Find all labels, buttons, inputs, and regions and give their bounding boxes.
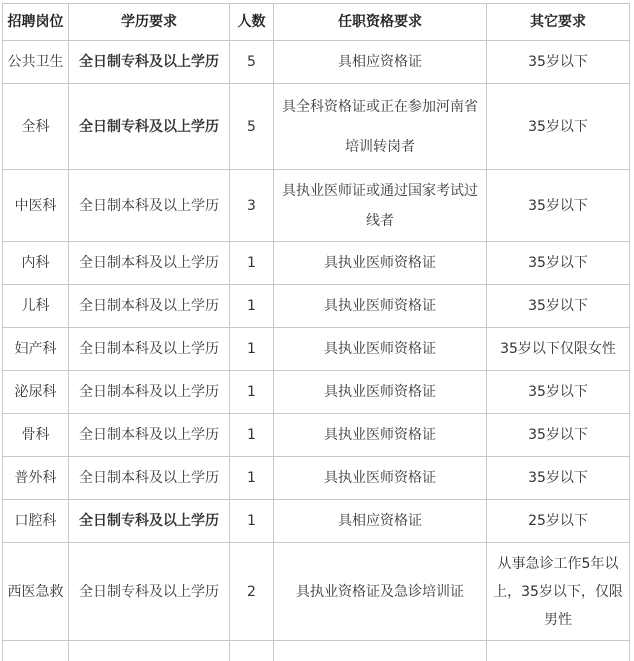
cell-other: 35岁以下仅限女性 — [487, 328, 630, 371]
cell-qualification: 具执业医师证或通过国家考试过线者 — [274, 170, 487, 242]
cell-education: 全日制本科及以上学历 — [69, 242, 230, 285]
table-row — [3, 414, 630, 457]
cell-other: 35岁以下 — [487, 457, 630, 500]
cell-other: 25岁以下 — [487, 500, 630, 543]
cell-other: 35岁以下 — [487, 170, 630, 242]
table-row — [3, 242, 630, 285]
cell-qualification: 具执业医师资格证 — [274, 285, 487, 328]
cell-position: 口腔科 — [3, 500, 69, 543]
cell-education: 全日制专科及以上学历 — [69, 543, 230, 641]
cell-position: 全科 — [3, 84, 69, 170]
cell-count: 1 — [230, 457, 274, 500]
cell-qualification: 具执业医师资格证 — [274, 328, 487, 371]
cell-education: 全日制本科及以上学历 — [69, 285, 230, 328]
cell-education: 全日制专科及以上学历 — [69, 84, 230, 170]
cell-empty — [274, 641, 487, 661]
table-row — [3, 500, 630, 543]
header-count: 人数 — [230, 4, 274, 41]
table-row-partial — [3, 641, 630, 661]
cell-education: 全日制专科及以上学历 — [69, 41, 230, 84]
recruitment-table — [2, 3, 630, 661]
table-row — [3, 328, 630, 371]
cell-education: 全日制本科及以上学历 — [69, 170, 230, 242]
cell-qualification: 具执业医师资格证 — [274, 414, 487, 457]
cell-empty — [69, 641, 230, 661]
header-other: 其它要求 — [487, 4, 630, 41]
cell-count: 1 — [230, 414, 274, 457]
cell-position: 泌尿科 — [3, 371, 69, 414]
table-row — [3, 41, 630, 84]
cell-education: 全日制专科及以上学历 — [69, 500, 230, 543]
cell-other: 35岁以下 — [487, 242, 630, 285]
cell-qualification: 具执业医师资格证 — [274, 371, 487, 414]
cell-qualification: 具相应资格证 — [274, 41, 487, 84]
cell-count: 5 — [230, 84, 274, 170]
cell-position: 公共卫生 — [3, 41, 69, 84]
cell-position: 儿科 — [3, 285, 69, 328]
cell-qualification: 具执业医师资格证 — [274, 242, 487, 285]
cell-education: 全日制本科及以上学历 — [69, 457, 230, 500]
table-row — [3, 170, 630, 242]
cell-count: 1 — [230, 285, 274, 328]
cell-count: 2 — [230, 543, 274, 641]
cell-empty — [487, 641, 630, 661]
header-qualification: 任职资格要求 — [274, 4, 487, 41]
cell-other: 35岁以下 — [487, 41, 630, 84]
cell-other: 从事急诊工作5年以上，35岁以下，仅限男性 — [487, 543, 630, 641]
cell-count: 1 — [230, 328, 274, 371]
header-row — [3, 4, 630, 41]
table-row — [3, 285, 630, 328]
cell-other: 35岁以下 — [487, 84, 630, 170]
cell-education: 全日制本科及以上学历 — [69, 328, 230, 371]
cell-qualification: 具执业医师资格证 — [274, 457, 487, 500]
cell-education: 全日制本科及以上学历 — [69, 414, 230, 457]
cell-other: 35岁以下 — [487, 414, 630, 457]
cell-qualification: 具相应资格证 — [274, 500, 487, 543]
cell-count: 3 — [230, 170, 274, 242]
cell-position: 妇产科 — [3, 328, 69, 371]
cell-qualification: 具执业资格证及急诊培训证 — [274, 543, 487, 641]
cell-count: 1 — [230, 500, 274, 543]
cell-position: 骨科 — [3, 414, 69, 457]
cell-count: 1 — [230, 371, 274, 414]
cell-position: 中医科 — [3, 170, 69, 242]
cell-education: 全日制本科及以上学历 — [69, 371, 230, 414]
table-row — [3, 84, 630, 170]
cell-empty — [3, 641, 69, 661]
cell-position: 普外科 — [3, 457, 69, 500]
cell-qualification: 具全科资格证或正在参加河南省培训转岗者 — [274, 84, 487, 170]
table-row — [3, 543, 630, 641]
table-row — [3, 457, 630, 500]
cell-position: 内科 — [3, 242, 69, 285]
table-row — [3, 371, 630, 414]
cell-position: 西医急救 — [3, 543, 69, 641]
cell-other: 35岁以下 — [487, 371, 630, 414]
header-education: 学历要求 — [69, 4, 230, 41]
header-position: 招聘岗位 — [3, 4, 69, 41]
cell-empty — [230, 641, 274, 661]
cell-other: 35岁以下 — [487, 285, 630, 328]
cell-count: 5 — [230, 41, 274, 84]
cell-count: 1 — [230, 242, 274, 285]
